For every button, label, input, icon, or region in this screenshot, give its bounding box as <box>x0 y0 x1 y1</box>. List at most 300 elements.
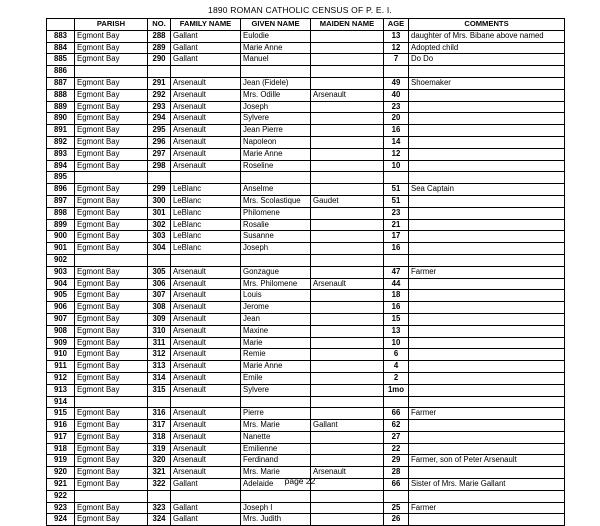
row-index: 911 <box>47 361 75 373</box>
age-cell: 62 <box>384 420 409 432</box>
family-name-cell: Arsenault <box>171 431 241 443</box>
age-cell: 21 <box>384 219 409 231</box>
number-cell <box>148 396 171 408</box>
age-cell: 26 <box>384 514 409 526</box>
comments-cell <box>409 113 565 125</box>
maiden-name-cell <box>311 408 384 420</box>
row-index: 893 <box>47 148 75 160</box>
number-cell <box>148 66 171 78</box>
given-name-cell: Pierre <box>241 408 311 420</box>
number-cell: 323 <box>148 502 171 514</box>
age-cell <box>384 172 409 184</box>
given-name-cell <box>241 396 311 408</box>
comments-cell <box>409 101 565 113</box>
number-cell: 289 <box>148 42 171 54</box>
maiden-name-cell <box>311 125 384 137</box>
family-name-cell: Arsenault <box>171 302 241 314</box>
comments-cell: Adopted child <box>409 42 565 54</box>
comments-cell <box>409 290 565 302</box>
parish-cell: Egmont Bay <box>75 54 148 66</box>
age-cell: 25 <box>384 502 409 514</box>
parish-cell <box>75 254 148 266</box>
number-cell: 316 <box>148 408 171 420</box>
given-name-cell: Adelaide <box>241 479 311 491</box>
age-cell: 47 <box>384 266 409 278</box>
number-cell: 320 <box>148 455 171 467</box>
comments-cell: Sister of Mrs. Marie Gallant <box>409 479 565 491</box>
parish-cell: Egmont Bay <box>75 502 148 514</box>
comments-cell <box>409 431 565 443</box>
maiden-name-cell <box>311 254 384 266</box>
row-index: 920 <box>47 467 75 479</box>
family-name-cell: Arsenault <box>171 325 241 337</box>
col-header-parish: PARISH <box>75 19 148 31</box>
comments-cell <box>409 66 565 78</box>
parish-cell: Egmont Bay <box>75 148 148 160</box>
maiden-name-cell <box>311 431 384 443</box>
number-cell: 318 <box>148 431 171 443</box>
col-header-given-name: GIVEN NAME <box>241 19 311 31</box>
comments-cell: Farmer, son of Peter Arsenault <box>409 455 565 467</box>
given-name-cell: Emile <box>241 372 311 384</box>
row-index: 919 <box>47 455 75 467</box>
number-cell: 293 <box>148 101 171 113</box>
row-index: 909 <box>47 337 75 349</box>
table-row <box>47 337 565 349</box>
comments-cell <box>409 313 565 325</box>
maiden-name-cell <box>311 337 384 349</box>
table-row <box>47 290 565 302</box>
maiden-name-cell: Arsenault <box>311 278 384 290</box>
row-index: 923 <box>47 502 75 514</box>
age-cell: 2 <box>384 372 409 384</box>
age-cell: 29 <box>384 455 409 467</box>
parish-cell: Egmont Bay <box>75 113 148 125</box>
parish-cell: Egmont Bay <box>75 514 148 526</box>
family-name-cell: Gallant <box>171 42 241 54</box>
given-name-cell: Jean (Fidele) <box>241 77 311 89</box>
parish-cell: Egmont Bay <box>75 361 148 373</box>
age-cell: 23 <box>384 101 409 113</box>
comments-cell: Farmer <box>409 408 565 420</box>
comments-cell <box>409 302 565 314</box>
row-index: 892 <box>47 136 75 148</box>
table-row <box>47 313 565 325</box>
row-index: 902 <box>47 254 75 266</box>
number-cell: 294 <box>148 113 171 125</box>
row-index: 887 <box>47 77 75 89</box>
family-name-cell <box>171 254 241 266</box>
table-row <box>47 420 565 432</box>
age-cell: 22 <box>384 443 409 455</box>
parish-cell <box>75 490 148 502</box>
row-index: 913 <box>47 384 75 396</box>
given-name-cell: Philomene <box>241 207 311 219</box>
table-row <box>47 349 565 361</box>
number-cell: 298 <box>148 160 171 172</box>
comments-cell <box>409 89 565 101</box>
age-cell: 20 <box>384 113 409 125</box>
number-cell: 308 <box>148 302 171 314</box>
row-index: 903 <box>47 266 75 278</box>
given-name-cell: Mrs. Odille <box>241 89 311 101</box>
page-title: 1890 ROMAN CATHOLIC CENSUS OF P. E. I. <box>208 5 392 15</box>
given-name-cell: Emilienne <box>241 443 311 455</box>
comments-cell <box>409 490 565 502</box>
family-name-cell: Arsenault <box>171 337 241 349</box>
number-cell: 297 <box>148 148 171 160</box>
parish-cell <box>75 172 148 184</box>
table-row <box>47 42 565 54</box>
number-cell: 312 <box>148 349 171 361</box>
parish-cell: Egmont Bay <box>75 42 148 54</box>
family-name-cell: LeBlanc <box>171 207 241 219</box>
maiden-name-cell <box>311 313 384 325</box>
table-row <box>47 431 565 443</box>
given-name-cell: Rosalie <box>241 219 311 231</box>
family-name-cell: Gallant <box>171 502 241 514</box>
given-name-cell: Marie Anne <box>241 361 311 373</box>
number-cell: 307 <box>148 290 171 302</box>
age-cell: 4 <box>384 361 409 373</box>
row-index: 915 <box>47 408 75 420</box>
comments-cell <box>409 195 565 207</box>
comments-cell: Sea Captain <box>409 184 565 196</box>
table-row <box>47 195 565 207</box>
table-row <box>47 101 565 113</box>
table-row <box>47 243 565 255</box>
parish-cell: Egmont Bay <box>75 160 148 172</box>
given-name-cell: Marie Anne <box>241 42 311 54</box>
family-name-cell: LeBlanc <box>171 243 241 255</box>
comments-cell <box>409 231 565 243</box>
family-name-cell: Arsenault <box>171 420 241 432</box>
family-name-cell <box>171 490 241 502</box>
given-name-cell: Gonzague <box>241 266 311 278</box>
given-name-cell: Mrs. Philomene <box>241 278 311 290</box>
age-cell: 1mo <box>384 384 409 396</box>
family-name-cell: Arsenault <box>171 467 241 479</box>
number-cell: 315 <box>148 384 171 396</box>
maiden-name-cell <box>311 490 384 502</box>
maiden-name-cell <box>311 219 384 231</box>
family-name-cell: LeBlanc <box>171 184 241 196</box>
family-name-cell: Arsenault <box>171 160 241 172</box>
maiden-name-cell <box>311 136 384 148</box>
parish-cell: Egmont Bay <box>75 372 148 384</box>
maiden-name-cell <box>311 160 384 172</box>
row-index: 916 <box>47 420 75 432</box>
given-name-cell: Napoleon <box>241 136 311 148</box>
comments-cell <box>409 420 565 432</box>
maiden-name-cell <box>311 361 384 373</box>
given-name-cell: Mrs. Judith <box>241 514 311 526</box>
table-row <box>47 396 565 408</box>
given-name-cell: Maxine <box>241 325 311 337</box>
table-row <box>47 278 565 290</box>
table-row <box>47 125 565 137</box>
comments-cell <box>409 325 565 337</box>
table-row <box>47 384 565 396</box>
maiden-name-cell <box>311 231 384 243</box>
given-name-cell: Louis <box>241 290 311 302</box>
given-name-cell: Marie <box>241 337 311 349</box>
number-cell <box>148 254 171 266</box>
comments-cell <box>409 254 565 266</box>
maiden-name-cell <box>311 42 384 54</box>
given-name-cell <box>241 490 311 502</box>
parish-cell: Egmont Bay <box>75 431 148 443</box>
age-cell: 51 <box>384 184 409 196</box>
comments-cell: Farmer <box>409 502 565 514</box>
parish-cell: Egmont Bay <box>75 325 148 337</box>
maiden-name-cell <box>311 502 384 514</box>
comments-cell <box>409 148 565 160</box>
family-name-cell: Arsenault <box>171 349 241 361</box>
number-cell: 310 <box>148 325 171 337</box>
row-index: 896 <box>47 184 75 196</box>
comments-cell <box>409 219 565 231</box>
col-header-maiden-name: MAIDEN NAME <box>311 19 384 31</box>
row-index: 891 <box>47 125 75 137</box>
parish-cell: Egmont Bay <box>75 77 148 89</box>
family-name-cell: Arsenault <box>171 148 241 160</box>
table-row <box>47 302 565 314</box>
maiden-name-cell <box>311 443 384 455</box>
family-name-cell: Arsenault <box>171 113 241 125</box>
given-name-cell <box>241 66 311 78</box>
number-cell: 309 <box>148 313 171 325</box>
age-cell: 28 <box>384 467 409 479</box>
parish-cell <box>75 66 148 78</box>
row-index: 906 <box>47 302 75 314</box>
table-row <box>47 172 565 184</box>
row-index: 910 <box>47 349 75 361</box>
table-row <box>47 490 565 502</box>
maiden-name-cell <box>311 66 384 78</box>
given-name-cell: Jerome <box>241 302 311 314</box>
family-name-cell: Arsenault <box>171 89 241 101</box>
row-index: 924 <box>47 514 75 526</box>
maiden-name-cell <box>311 302 384 314</box>
given-name-cell: Ferdinand <box>241 455 311 467</box>
family-name-cell: LeBlanc <box>171 195 241 207</box>
age-cell: 23 <box>384 207 409 219</box>
number-cell: 291 <box>148 77 171 89</box>
maiden-name-cell <box>311 184 384 196</box>
parish-cell: Egmont Bay <box>75 384 148 396</box>
table-row <box>47 455 565 467</box>
table-row <box>47 30 565 42</box>
age-cell: 10 <box>384 337 409 349</box>
family-name-cell: LeBlanc <box>171 231 241 243</box>
parish-cell: Egmont Bay <box>75 266 148 278</box>
number-cell: 314 <box>148 372 171 384</box>
comments-cell: Do Do <box>409 54 565 66</box>
comments-cell <box>409 384 565 396</box>
col-header-family-name: FAMILY NAME <box>171 19 241 31</box>
parish-cell: Egmont Bay <box>75 101 148 113</box>
comments-cell <box>409 514 565 526</box>
parish-cell: Egmont Bay <box>75 89 148 101</box>
table-row <box>47 113 565 125</box>
header-row <box>47 19 565 31</box>
col-header-no: NO. <box>148 19 171 31</box>
parish-cell: Egmont Bay <box>75 420 148 432</box>
family-name-cell: LeBlanc <box>171 219 241 231</box>
parish-cell <box>75 396 148 408</box>
maiden-name-cell <box>311 325 384 337</box>
parish-cell: Egmont Bay <box>75 290 148 302</box>
age-cell: 27 <box>384 431 409 443</box>
given-name-cell: Sylvere <box>241 384 311 396</box>
given-name-cell: Joseph <box>241 243 311 255</box>
family-name-cell <box>171 172 241 184</box>
table-row <box>47 66 565 78</box>
age-cell: 16 <box>384 243 409 255</box>
age-cell: 13 <box>384 325 409 337</box>
parish-cell: Egmont Bay <box>75 278 148 290</box>
family-name-cell: Arsenault <box>171 455 241 467</box>
family-name-cell: Arsenault <box>171 408 241 420</box>
table-row <box>47 219 565 231</box>
row-index: 914 <box>47 396 75 408</box>
parish-cell: Egmont Bay <box>75 337 148 349</box>
maiden-name-cell <box>311 30 384 42</box>
given-name-cell: Nanette <box>241 431 311 443</box>
parish-cell: Egmont Bay <box>75 136 148 148</box>
comments-cell: Shoemaker <box>409 77 565 89</box>
table-row <box>47 502 565 514</box>
age-cell: 40 <box>384 89 409 101</box>
comments-cell <box>409 207 565 219</box>
table-row <box>47 231 565 243</box>
number-cell: 313 <box>148 361 171 373</box>
comments-cell: Farmer <box>409 266 565 278</box>
parish-cell: Egmont Bay <box>75 479 148 491</box>
table-row <box>47 184 565 196</box>
given-name-cell: Eulodie <box>241 30 311 42</box>
census-body <box>47 30 565 525</box>
family-name-cell: Arsenault <box>171 136 241 148</box>
given-name-cell: Marie Anne <box>241 148 311 160</box>
maiden-name-cell <box>311 54 384 66</box>
row-index: 894 <box>47 160 75 172</box>
row-index: 918 <box>47 443 75 455</box>
age-cell: 12 <box>384 42 409 54</box>
number-cell <box>148 490 171 502</box>
comments-cell <box>409 361 565 373</box>
age-cell: 15 <box>384 313 409 325</box>
parish-cell: Egmont Bay <box>75 125 148 137</box>
row-index: 883 <box>47 30 75 42</box>
row-index: 921 <box>47 479 75 491</box>
given-name-cell: Mrs. Scolastique <box>241 195 311 207</box>
age-cell: 44 <box>384 278 409 290</box>
maiden-name-cell <box>311 113 384 125</box>
family-name-cell: Arsenault <box>171 313 241 325</box>
given-name-cell: Jean Pierre <box>241 125 311 137</box>
family-name-cell: Arsenault <box>171 77 241 89</box>
family-name-cell: Gallant <box>171 514 241 526</box>
table-row <box>47 148 565 160</box>
age-cell: 16 <box>384 125 409 137</box>
row-index: 904 <box>47 278 75 290</box>
given-name-cell: Remie <box>241 349 311 361</box>
family-name-cell: Gallant <box>171 30 241 42</box>
parish-cell: Egmont Bay <box>75 243 148 255</box>
col-header-age: AGE <box>384 19 409 31</box>
parish-cell: Egmont Bay <box>75 184 148 196</box>
table-row <box>47 77 565 89</box>
maiden-name-cell <box>311 384 384 396</box>
table-row <box>47 54 565 66</box>
number-cell: 321 <box>148 467 171 479</box>
family-name-cell: Arsenault <box>171 443 241 455</box>
row-index: 895 <box>47 172 75 184</box>
maiden-name-cell <box>311 207 384 219</box>
parish-cell: Egmont Bay <box>75 467 148 479</box>
number-cell: 305 <box>148 266 171 278</box>
row-index: 908 <box>47 325 75 337</box>
age-cell: 14 <box>384 136 409 148</box>
given-name-cell: Joseph <box>241 101 311 113</box>
comments-cell <box>409 125 565 137</box>
row-index: 889 <box>47 101 75 113</box>
family-name-cell: Gallant <box>171 54 241 66</box>
number-cell: 299 <box>148 184 171 196</box>
number-cell: 322 <box>148 479 171 491</box>
number-cell: 306 <box>148 278 171 290</box>
comments-cell <box>409 172 565 184</box>
row-index: 922 <box>47 490 75 502</box>
age-cell: 18 <box>384 290 409 302</box>
census-table <box>46 18 565 526</box>
comments-cell: daughter of Mrs. Bibane above named <box>409 30 565 42</box>
comments-cell <box>409 396 565 408</box>
given-name-cell: Manuel <box>241 54 311 66</box>
given-name-cell <box>241 172 311 184</box>
given-name-cell: Joseph I <box>241 502 311 514</box>
age-cell: 6 <box>384 349 409 361</box>
family-name-cell: Arsenault <box>171 266 241 278</box>
table-row <box>47 372 565 384</box>
number-cell: 302 <box>148 219 171 231</box>
comments-cell <box>409 278 565 290</box>
table-row <box>47 325 565 337</box>
comments-cell <box>409 372 565 384</box>
family-name-cell: Arsenault <box>171 372 241 384</box>
number-cell: 288 <box>148 30 171 42</box>
family-name-cell: Arsenault <box>171 125 241 137</box>
number-cell: 301 <box>148 207 171 219</box>
row-index: 917 <box>47 431 75 443</box>
parish-cell: Egmont Bay <box>75 313 148 325</box>
parish-cell: Egmont Bay <box>75 219 148 231</box>
number-cell: 290 <box>148 54 171 66</box>
table-row <box>47 160 565 172</box>
comments-cell <box>409 443 565 455</box>
row-index: 901 <box>47 243 75 255</box>
maiden-name-cell <box>311 455 384 467</box>
parish-cell: Egmont Bay <box>75 302 148 314</box>
col-header-comments: COMMENTS <box>409 19 565 31</box>
number-cell: 324 <box>148 514 171 526</box>
age-cell <box>384 254 409 266</box>
row-index: 898 <box>47 207 75 219</box>
maiden-name-cell: Arsenault <box>311 89 384 101</box>
age-cell: 66 <box>384 479 409 491</box>
